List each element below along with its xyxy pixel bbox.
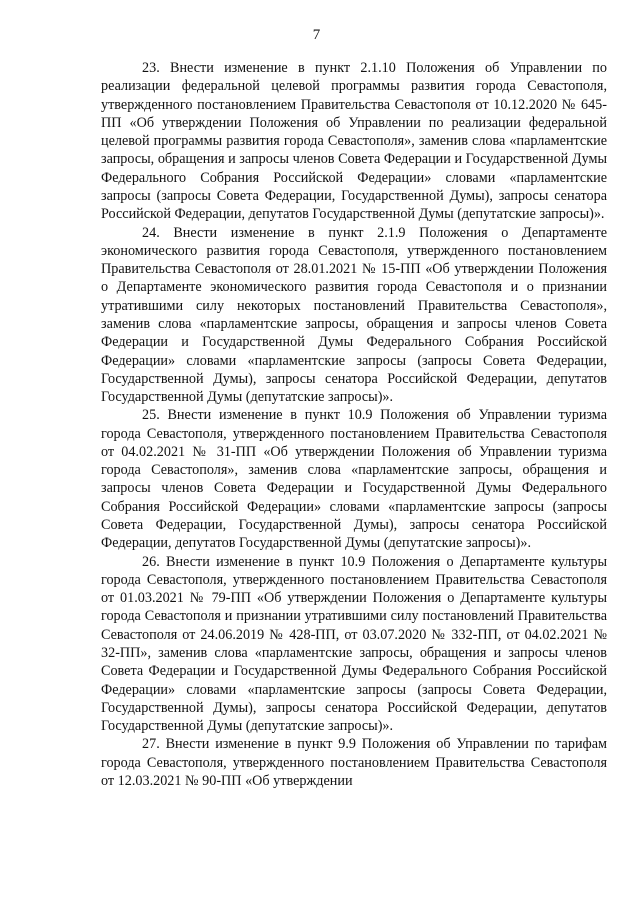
paragraph-26: 26. Внести изменение в пункт 10.9 Положения о Департаменте культуры города Севастополя, утвержденного постановлением Правительства Севастополя от 01.03.2021 № 79-ПП «Об утверждении Положения о Департаменте культуры города Севастополя и признании утратившими силу постановлений Правительства Севастополя от 24.06.2019 № 428-ПП, от 03.07.2020 № 332-ПП, от 04.02.2021 № 32-ПП», заменив слова «парламентские запросы, обращения и запросы членов Совета Федерации и Государственной Думы Федерального Собрания Российской Федерации» словами «парламентские запросы (запросы Совета Федерации, Государственной Думы), запросы сенатора Российской Федерации, депутатов Государственной Думы (депутатские запросы)».: [101, 553, 607, 735]
document-body: [101, 59, 607, 790]
page-number: 7: [312, 27, 321, 43]
paragraph-25: 25. Внести изменение в пункт 10.9 Положения об Управлении туризма города Севастополя, утвержденного постановлением Правительства Севастополя от 04.02.2021 № 31-ПП «Об утверждении Положения об Управлении туризма города Севастополя», заменив слова «парламентские запросы, обращения и запросы членов Совета Федерации и Государственной Думы Федерального Собрания Российской Федерации» словами «парламентские запросы (запросы Совета Федерации, Государственной Думы), запросы сенатора Российской Федерации, депутатов Государственной Думы (депутатские запросы)».: [101, 407, 607, 552]
paragraph-23: 23. Внести изменение в пункт 2.1.10 Положения об Управлении по реализации федеральной целевой программы развития города Севастополя, утвержденного постановлением Правительства Севастополя от 10.12.2020 № 645-ПП «Об утверждении Положения об Управлении по реализации федеральной целевой программы развития города Севастополя», заменив слова «парламентские запросы, обращения и запросы членов Совета Федерации и Государственной Думы Федерального Собрания Российской Федерации» словами «парламентские запросы (запросы Совета Федерации, Государственной Думы), запросы сенатора Российской Федерации, депутатов Государственной Думы (депутатские запросы)».: [101, 60, 607, 223]
paragraph-24: 24. Внести изменение в пункт 2.1.9 Положения о Департаменте экономического развития города Севастополя, утвержденного постановлением Правительства Севастополя от 28.01.2021 № 15-ПП «Об утверждении Положения о Департаменте экономического развития города Севастополя и о признании утратившими силу некоторых постановлений Правительства Севастополя», заменив слова «парламентские запросы, обращения и запросы членов Совета Федерации и Государственной Думы Федерального Собрания Российской Федерации» словами «парламентские запросы (запросы Совета Федерации, Государственной Думы), запросы сенатора Российской Федерации, депутатов Государственной Думы (депутатские запросы)».: [101, 224, 607, 406]
paragraph-27: 27. Внести изменение в пункт 9.9 Положения об Управлении по тарифам города Севастополя, утвержденного постановлением Правительства Севастополя от 12.03.2021 № 90-ПП «Об утверждении: [101, 736, 607, 789]
